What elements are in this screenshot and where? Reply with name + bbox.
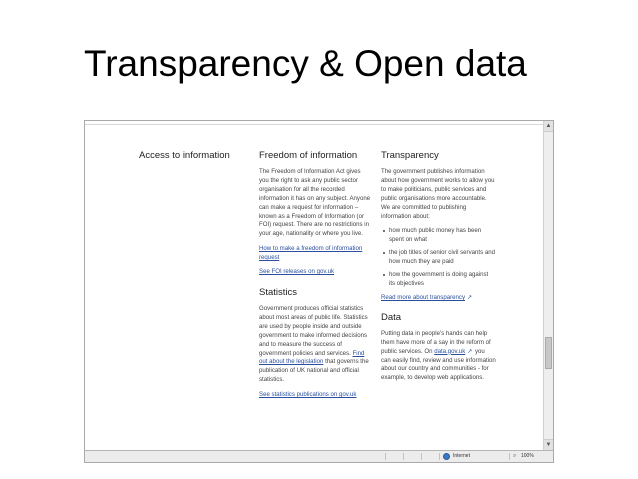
list-item: how the government is doing against its objectives bbox=[381, 271, 496, 289]
status-divider bbox=[509, 453, 510, 460]
foi-body: The Freedom of Information Act gives you the right to ask any public sector organisation for all the recorded information it has on any subject. Anyone can make a request for information – known as a Freedom of Information (or FOI) request. There are no restrictions in your age, nationality or where you live. bbox=[259, 168, 371, 238]
foi-heading: Freedom of information bbox=[259, 150, 358, 161]
scroll-down-arrow-icon[interactable]: ▼ bbox=[544, 439, 553, 450]
status-divider bbox=[421, 453, 422, 460]
read-more-transparency-label: Read more about transparency bbox=[381, 293, 466, 301]
security-zone-label: Internet bbox=[453, 453, 470, 459]
transparency-body: The government publishes information about how government works to allow you to make politicians, public services and public organisations more accountable. We are committed to publishing information about: bbox=[381, 168, 495, 220]
scroll-up-arrow-icon[interactable]: ▲ bbox=[544, 121, 553, 132]
slide-title: Transparency & Open data bbox=[84, 43, 527, 84]
globe-icon bbox=[443, 453, 450, 460]
foi-releases-link[interactable]: See FOI releases on gov.uk bbox=[259, 268, 335, 276]
zoom-level[interactable]: 100% bbox=[521, 453, 534, 459]
statistics-body-text-end: that governs the publication of UK national and official statistics. bbox=[259, 358, 369, 384]
status-divider bbox=[439, 453, 440, 460]
data-gov-uk-link[interactable]: data.gov.uk bbox=[434, 347, 466, 355]
data-heading: Data bbox=[381, 311, 402, 323]
browser-status-bar bbox=[85, 450, 553, 462]
foi-request-link[interactable]: How to make a freedom of information request bbox=[259, 245, 363, 262]
nav-heading-access-to-information: Access to information bbox=[139, 150, 230, 161]
data-body bbox=[381, 330, 496, 383]
scroll-thumb[interactable] bbox=[545, 337, 552, 369]
legislation-link[interactable]: Find out about the legislation bbox=[259, 349, 365, 366]
external-link-icon: ↗ bbox=[467, 348, 473, 355]
statistics-body-text: Government produces official statistics about most areas of public life. Statistics are used by people inside and outside government to make informed decisions and to measure the success of government policies and services. bbox=[259, 304, 368, 357]
zoom-icon[interactable]: ⌕ bbox=[513, 453, 517, 459]
transparency-heading: Transparency bbox=[381, 150, 439, 161]
page-content bbox=[85, 121, 543, 450]
statistics-publications-link[interactable]: See statistics publications on gov.uk bbox=[259, 391, 357, 399]
status-divider bbox=[403, 453, 404, 460]
vertical-scrollbar[interactable] bbox=[543, 121, 553, 450]
statistics-heading: Statistics bbox=[259, 286, 298, 298]
transparency-data-column bbox=[381, 150, 496, 389]
transparency-bullet-list bbox=[381, 227, 496, 288]
data-body-text: Putting data in people's hands can help them have more of a say in the reform of public services. On bbox=[381, 329, 491, 355]
external-link-icon: ↗ bbox=[467, 294, 473, 301]
data-body-text-end: you can easily find, review and use information about our country and communities - for example, to develop web applications. bbox=[381, 347, 496, 382]
list-item: the job titles of senior civil servants and how much they are paid bbox=[381, 249, 496, 267]
browser-window bbox=[84, 120, 554, 463]
statistics-body bbox=[259, 305, 371, 385]
list-item: how much public money has been spent on what bbox=[381, 227, 496, 245]
read-more-transparency-link[interactable] bbox=[381, 294, 496, 303]
foi-statistics-column bbox=[259, 150, 371, 405]
nav-column bbox=[139, 150, 245, 162]
status-divider bbox=[385, 453, 386, 460]
